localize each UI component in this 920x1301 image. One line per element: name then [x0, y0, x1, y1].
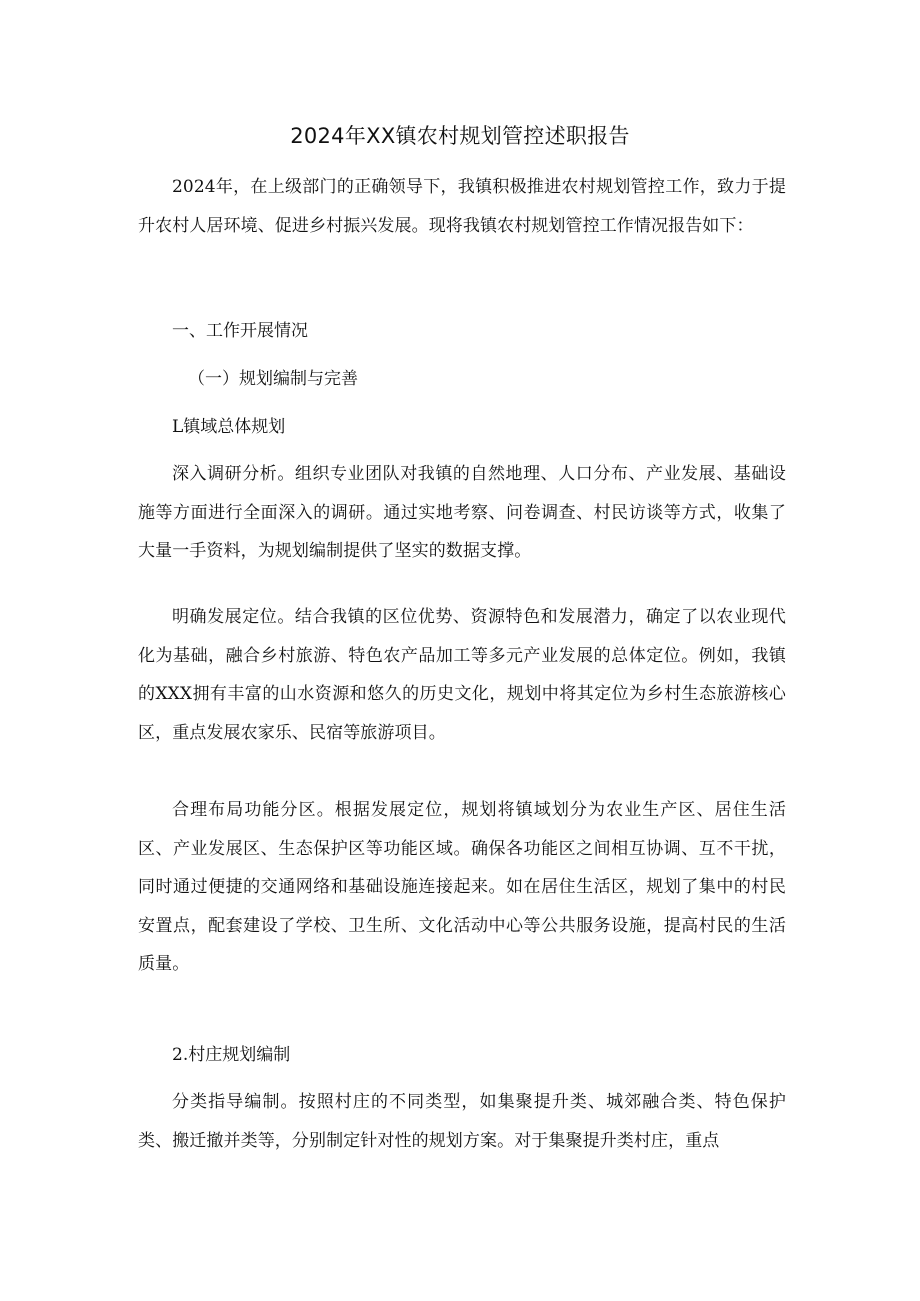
- paragraph-functional-zoning: 合理布局功能分区。根据发展定位，规划将镇域划分为农业生产区、居住生活区、产业发展区、生态保护区等功能区域。确保各功能区之间相互协调、互不干扰，同时通过便捷的交通网络和基础设施连接起来。如在居住生活区，规划了集中的村民安置点，配套建设了学校、卫生所、文化活动中心等公共服务设施，提高村民的生活质量。: [138, 800, 786, 974]
- section-heading-work-progress: 一、工作开展情况: [172, 321, 308, 341]
- subsection-heading-plan-compilation: （一）规划编制与完善: [188, 369, 358, 389]
- intro-paragraph: 2024年，在上级部门的正确领导下，我镇积极推进农村规划管控工作，致力于提升农村人居环境、促进乡村振兴发展。现将我镇农村规划管控工作情况报告如下：: [138, 177, 786, 236]
- paragraph-classified-guidance: 分类指导编制。按照村庄的不同类型，如集聚提升类、城郊融合类、特色保护类、搬迁撤并类等，分别制定针对性的规划方案。对于集聚提升类村庄，重点: [138, 1092, 786, 1151]
- item-heading-village-plan: 2.村庄规划编制: [172, 1045, 291, 1065]
- paragraph-research-analysis: 深入调研分析。组织专业团队对我镇的自然地理、人口分布、产业发展、基础设施等方面进行全面深入的调研。通过实地考察、问卷调查、村民访谈等方式，收集了大量一手资料，为规划编制提供了坚实的数据支撑。: [138, 464, 786, 561]
- item-heading-township-plan: L镇域总体规划: [172, 417, 286, 437]
- paragraph-development-positioning: 明确发展定位。结合我镇的区位优势、资源特色和发展潜力，确定了以农业现代化为基础，融合乡村旅游、特色农产品加工等多元产业发展的总体定位。例如，我镇的XXX拥有丰富的山水资源和悠久的历史文化，规划中将其定位为乡村生态旅游核心区，重点发展农家乐、民宿等旅游项目。: [138, 607, 786, 743]
- document-title: 2024年XX镇农村规划管控述职报告: [290, 124, 630, 148]
